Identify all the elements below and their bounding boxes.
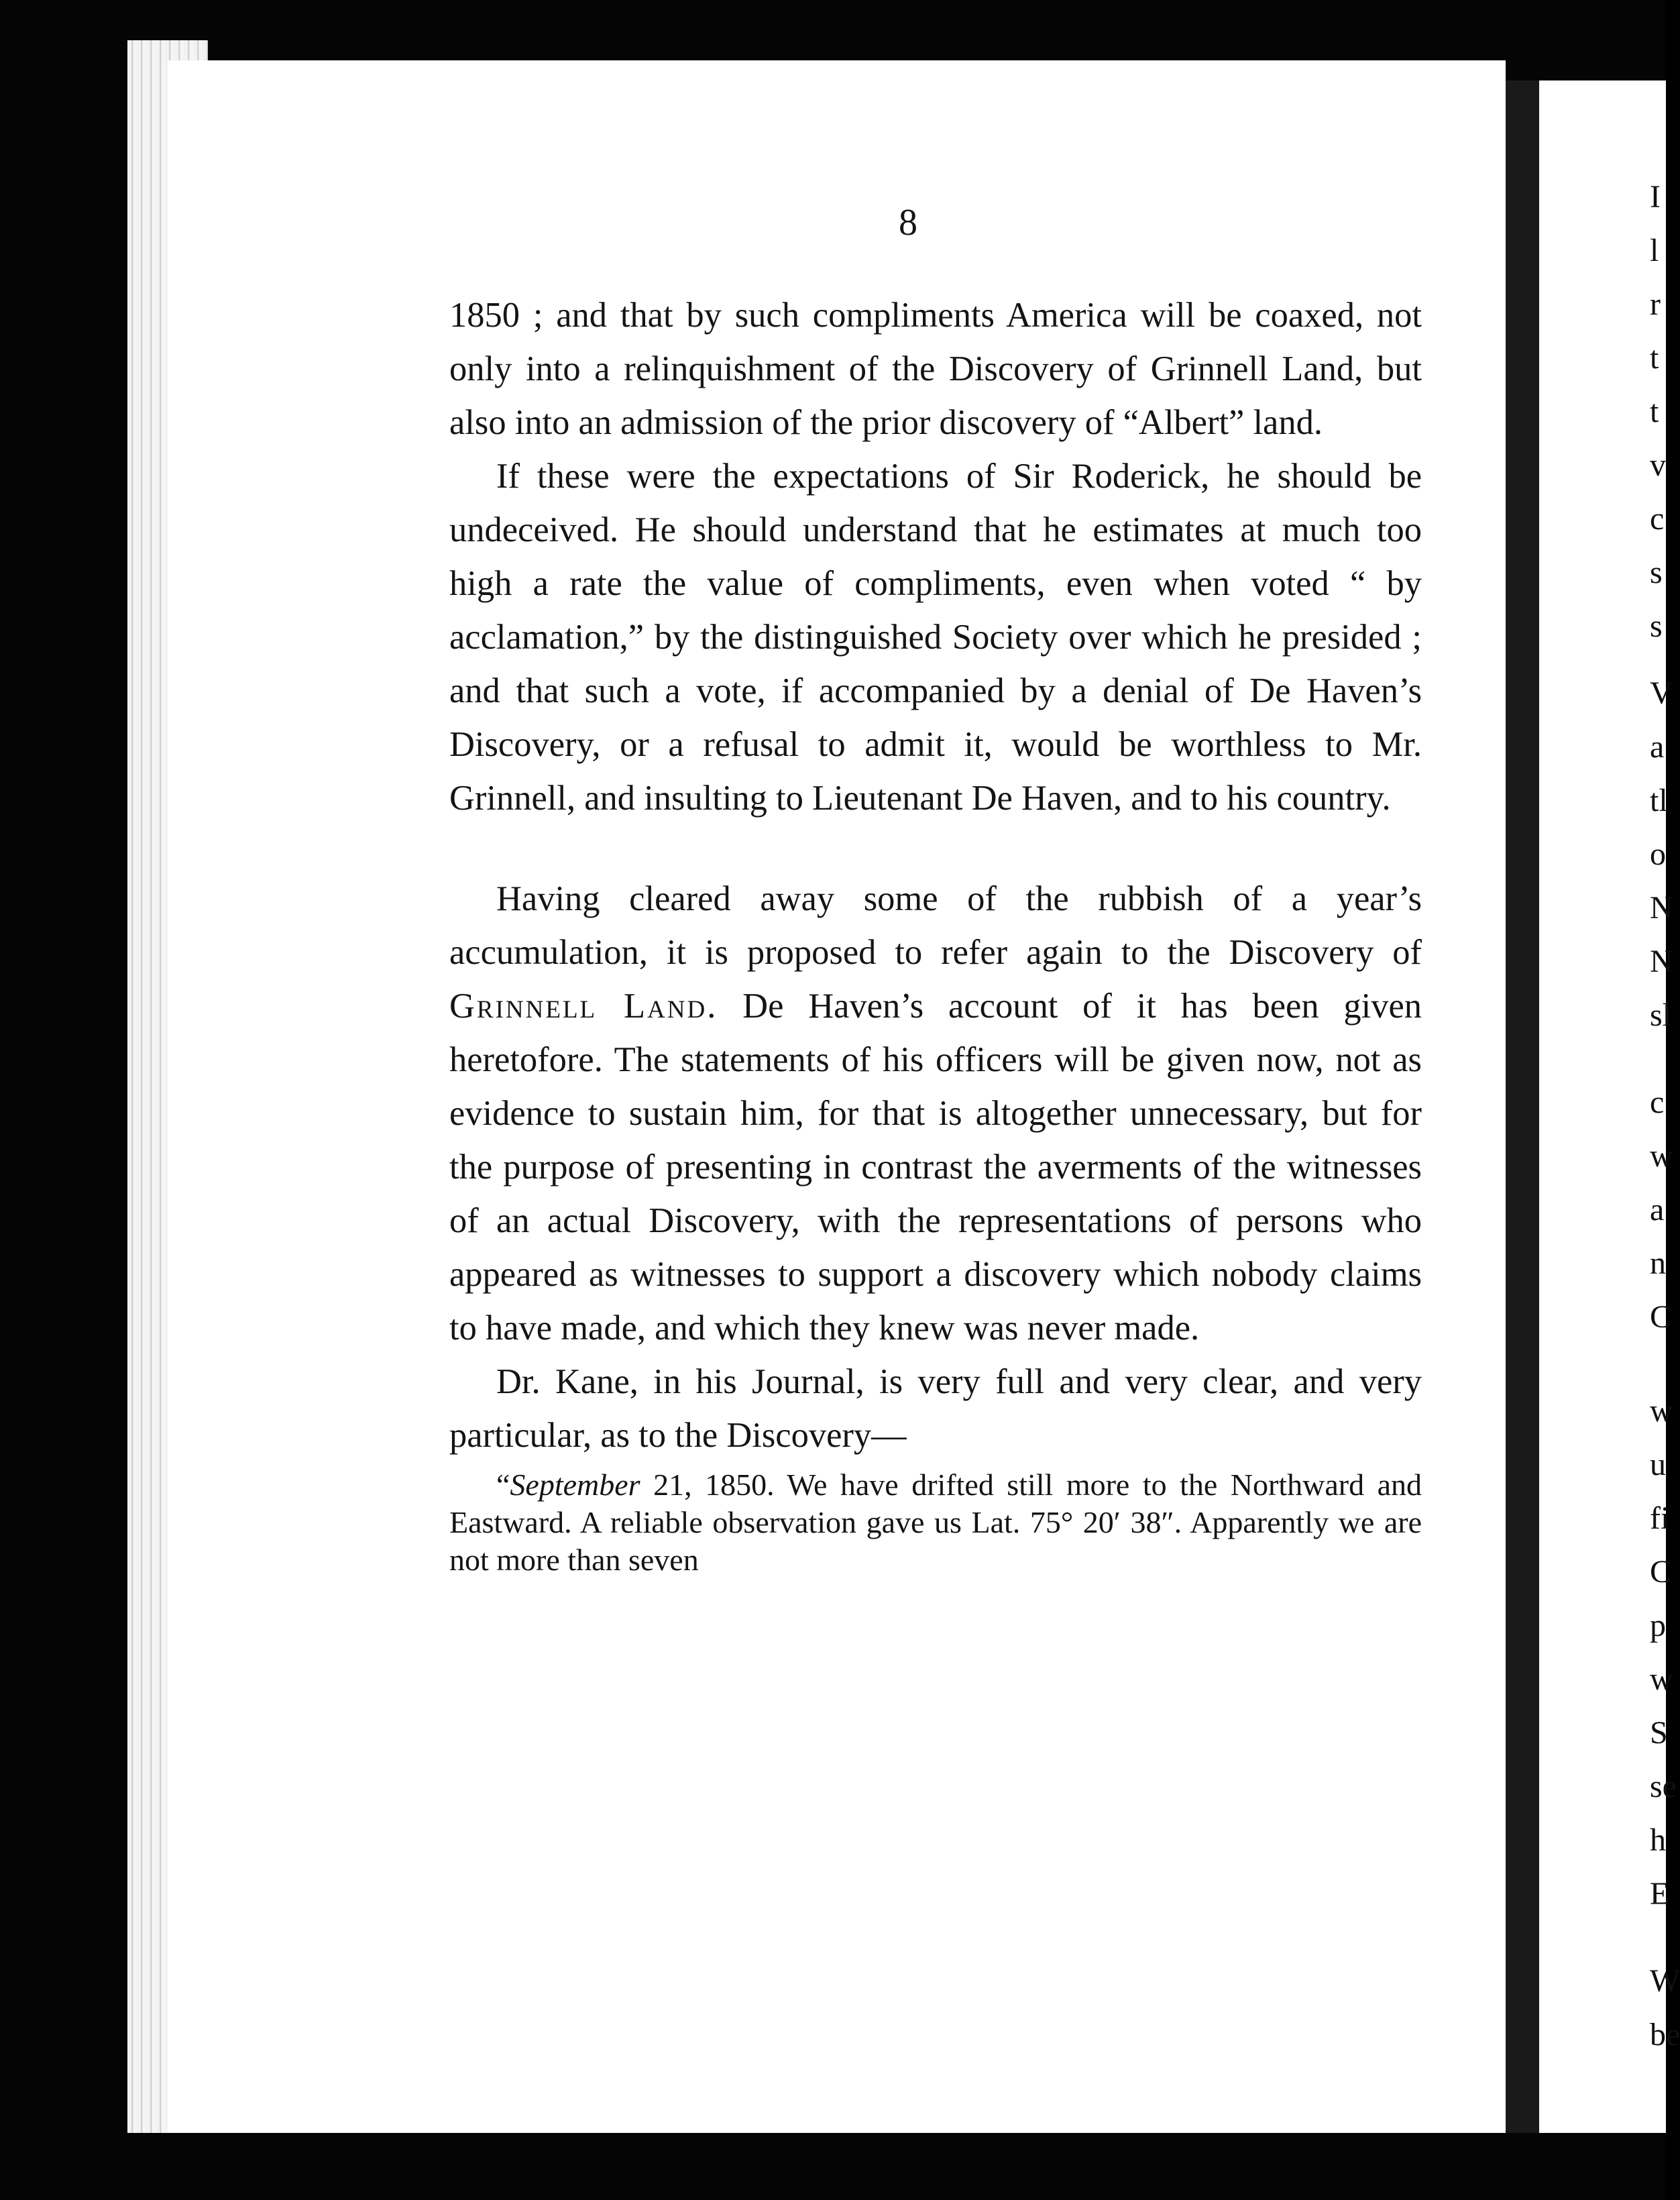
quote-date-month: September: [510, 1468, 640, 1502]
paragraph-3: [449, 872, 1422, 1355]
facing-page-fragment: o: [1650, 836, 1666, 872]
facing-page-fragment: S: [1650, 1715, 1668, 1751]
facing-page-fragment: W: [1650, 1963, 1680, 1999]
facing-page-fragment: sl: [1650, 997, 1672, 1033]
paragraph-3-start: Having cleared away some of the rubbish of a year’s accumulation, it is proposed to refer again to the Discovery of: [449, 879, 1422, 972]
grinnell-land-heading: Grinnell Land.: [449, 987, 718, 1026]
facing-page-fragment: w: [1650, 1661, 1673, 1697]
facing-page-fragment: V: [1650, 675, 1673, 711]
facing-page-fragment: t: [1650, 340, 1659, 376]
facing-page-fragment: v: [1650, 447, 1666, 483]
facing-page-fragment: s: [1650, 555, 1663, 590]
facing-page-fragment: E: [1650, 1876, 1670, 1912]
facing-page-fragment: s: [1650, 608, 1663, 644]
journal-quote: [449, 1466, 1422, 1579]
facing-page-fragment: c: [1650, 501, 1665, 537]
facing-page-fragment: h: [1650, 1822, 1666, 1858]
facing-page-fragment: p: [1650, 1608, 1666, 1643]
facing-page-fragment: t: [1650, 394, 1659, 429]
paragraph-3-end: De Haven’s account of it has been given heretofore. The statements of his officers will be given now, not as evidence to sustain him, for that is altogether unnecessary, but for the purpose of presenting in contrast the averments of the witnesses of an actual Discovery, with the representations of persons who appeared as witnesses to support a discovery which nobody claims to have made, and which they knew was never made.: [449, 987, 1422, 1348]
paragraph-1: 1850 ; and that by such compliments America will be coaxed, not only into a relinquishment of the Discovery of Grinnell Land, but also into an admission of the prior discovery of “Albert” land.: [449, 296, 1422, 442]
quote-text: 21, 1850. We have drifted still more to the Northward and Eastward. A reliable observation gave us Lat. 75° 20′ 38″. Apparently we are not more than seven: [449, 1468, 1422, 1577]
quote-open-mark: “: [496, 1468, 510, 1502]
facing-page-fragment: N: [1650, 890, 1673, 926]
facing-page-fragment: a: [1650, 1192, 1665, 1227]
paragraph-2: If these were the expectations of Sir Roderick, he should be undeceived. He should understand that he estimates at much too high a rate the value of compliments, even when voted “ by acclamation,” by the distinguished Society over which he presided ; and that such a vote, if accompanied by a denial of De Haven’s Discovery, or a refusal to admit it, would be worthless to Mr. Grinnell, and insulting to Lieutenant De Haven, and to his country.: [449, 457, 1422, 818]
facing-page-fragment: be: [1650, 2017, 1680, 2052]
facing-page-fragment: r: [1650, 286, 1661, 322]
facing-page: [1539, 80, 1680, 2133]
facing-page-fragment: w: [1650, 1138, 1673, 1174]
facing-page-fragment: tl: [1650, 783, 1668, 818]
facing-page-fragment: C: [1650, 1554, 1672, 1590]
paragraph-4: Dr. Kane, in his Journal, is very full and very clear, and very particular, as to the Discovery—: [449, 1362, 1422, 1455]
facing-page-fragment: n: [1650, 1246, 1666, 1281]
facing-page-fragment: w: [1650, 1393, 1673, 1429]
facing-page-fragment: c: [1650, 1085, 1665, 1120]
facing-page-fragment: u: [1650, 1447, 1666, 1482]
facing-page-fragment: l: [1650, 233, 1659, 268]
facing-page-fragment: fi: [1650, 1500, 1670, 1536]
body-text: [449, 288, 1422, 1579]
facing-page-fragment: I: [1650, 179, 1661, 215]
facing-page-fragment: C: [1650, 1299, 1672, 1335]
facing-page-fragment: se: [1650, 1769, 1677, 1804]
facing-page-fragment: N: [1650, 944, 1673, 979]
facing-page-fragment: a: [1650, 729, 1665, 765]
book-gutter: [1506, 80, 1539, 2133]
page-number: 8: [899, 202, 917, 243]
